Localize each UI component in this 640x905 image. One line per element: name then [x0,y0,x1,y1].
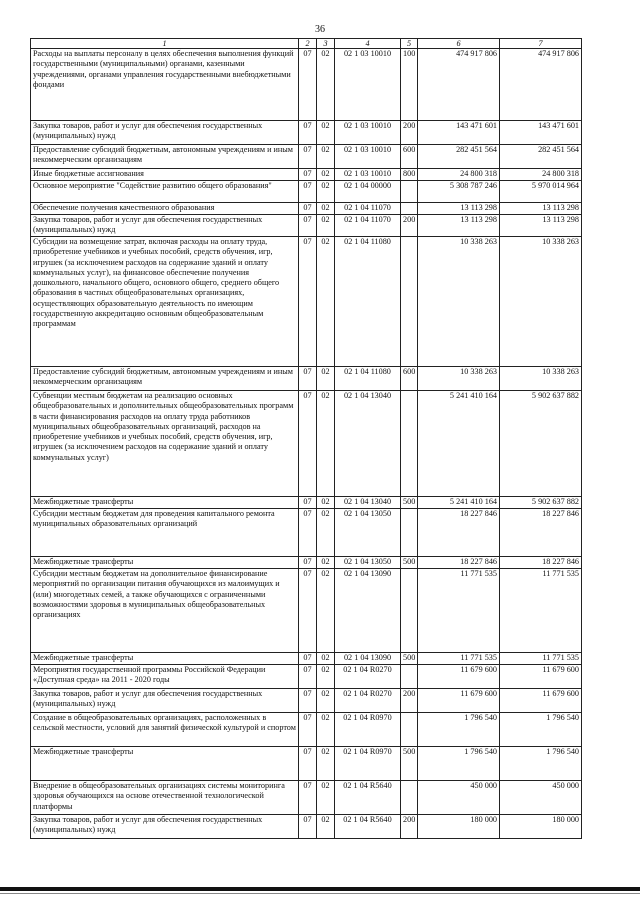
section-code: 07 [299,665,317,689]
expense-type-code: 500 [401,747,418,781]
table-row [31,391,582,497]
table-row [31,713,582,747]
row-name: Создание в общеобразовательных организациях, расположенных в сельской местности, условий для занятий физической культурой и спортом [31,713,299,747]
section-code: 07 [299,509,317,557]
amount-year-1: 24 800 318 [418,169,500,181]
amount-year-1: 5 308 787 246 [418,181,500,203]
amount-year-2: 13 113 298 [500,215,582,237]
expense-type-code: 500 [401,653,418,665]
subsection-code: 02 [317,497,335,509]
row-name: Иные бюджетные ассигнования [31,169,299,181]
section-code: 07 [299,497,317,509]
subsection-code: 02 [317,215,335,237]
expense-type-code [401,237,418,367]
amount-year-1: 180 000 [418,815,500,839]
amount-year-1: 18 227 846 [418,557,500,569]
row-name: Расходы на выплаты персоналу в целях обеспечения выполнения функций государственными (муниципальными) органами, казенными учреждениями, органами управления государственными внебюджетными фондами [31,49,299,121]
target-article-code: 02 1 04 13090 [335,653,401,665]
amount-year-2: 10 338 263 [500,367,582,391]
subsection-code: 02 [317,181,335,203]
amount-year-2: 24 800 318 [500,169,582,181]
row-name: Субвенции местным бюджетам на реализацию основных общеобразовательных и дополнительных общеобразовательных программ в части финансирования расходов на оплату труда работников муниципальных общеобразовательных организаций, расходов на приобретение учебников и учебных пособий, средств обучения, игр, игрушек (за исключением расходов на содержание зданий и оплату коммунальных услуг) [31,391,299,497]
section-code: 07 [299,181,317,203]
target-article-code: 02 1 04 13050 [335,509,401,557]
row-name: Внедрение в общеобразовательных организациях системы мониторинга здоровья обучающихся на основе отечественной технологической платформы [31,781,299,815]
amount-year-1: 13 113 298 [418,203,500,215]
row-name: Обеспечение получения качественного образования [31,203,299,215]
subsection-code: 02 [317,237,335,367]
amount-year-2: 1 796 540 [500,713,582,747]
section-code: 07 [299,391,317,497]
table-row [31,145,582,169]
expense-type-code [401,181,418,203]
expense-type-code: 500 [401,557,418,569]
expense-type-code [401,569,418,653]
header-cell: 1 [31,39,299,49]
amount-year-2: 180 000 [500,815,582,839]
amount-year-2: 5 970 014 964 [500,181,582,203]
target-article-code: 02 1 04 13090 [335,569,401,653]
subsection-code: 02 [317,689,335,713]
target-article-code: 02 1 04 00000 [335,181,401,203]
target-article-code: 02 1 03 10010 [335,49,401,121]
section-code: 07 [299,653,317,665]
amount-year-2: 450 000 [500,781,582,815]
target-article-code: 02 1 04 13040 [335,391,401,497]
table-row [31,665,582,689]
target-article-code: 02 1 03 10010 [335,169,401,181]
amount-year-2: 1 796 540 [500,747,582,781]
target-article-code: 02 1 04 R0970 [335,747,401,781]
expense-type-code [401,781,418,815]
section-code: 07 [299,747,317,781]
row-name: Субсидии на возмещение затрат, включая расходы на оплату труда, приобретение учебников и учебных пособий, средств обучения, игр, игрушек (за исключением расходов на содержание зданий и оплату коммунальных услуг), на финансовое обеспечение получения дошкольного, начального общего, основного общего, среднего общего образования в частных общеобразовательных организациях, осуществляющих образовательную деятельность по имеющим государственную аккредитацию основным общеобразовательным программам [31,237,299,367]
expense-type-code: 600 [401,367,418,391]
amount-year-1: 1 796 540 [418,713,500,747]
amount-year-2: 5 902 637 882 [500,391,582,497]
table-row [31,815,582,839]
subsection-code: 02 [317,203,335,215]
amount-year-1: 11 771 535 [418,569,500,653]
amount-year-2: 282 451 564 [500,145,582,169]
amount-year-1: 450 000 [418,781,500,815]
table-row [31,169,582,181]
table-row [31,509,582,557]
row-name: Предоставление субсидий бюджетным, автономным учреждениям и иным некоммерческим организациям [31,145,299,169]
subsection-code: 02 [317,367,335,391]
amount-year-1: 10 338 263 [418,367,500,391]
expense-type-code: 200 [401,121,418,145]
target-article-code: 02 1 04 R5640 [335,815,401,839]
row-name: Закупка товаров, работ и услуг для обеспечения государственных (муниципальных) нужд [31,121,299,145]
row-name: Межбюджетные трансферты [31,747,299,781]
row-name: Мероприятия государственной программы Российской Федерации «Доступная среда» на 2011 - 2020 годы [31,665,299,689]
expense-type-code [401,665,418,689]
target-article-code: 02 1 04 11070 [335,203,401,215]
amount-year-1: 10 338 263 [418,237,500,367]
expense-type-code: 600 [401,145,418,169]
subsection-code: 02 [317,781,335,815]
subsection-code: 02 [317,557,335,569]
section-code: 07 [299,237,317,367]
subsection-code: 02 [317,815,335,839]
section-code: 07 [299,215,317,237]
amount-year-2: 5 902 637 882 [500,497,582,509]
subsection-code: 02 [317,121,335,145]
expense-type-code: 800 [401,169,418,181]
section-code: 07 [299,169,317,181]
subsection-code: 02 [317,747,335,781]
expense-type-code: 200 [401,815,418,839]
target-article-code: 02 1 04 R0270 [335,665,401,689]
row-name: Закупка товаров, работ и услуг для обеспечения государственных (муниципальных) нужд [31,215,299,237]
row-name: Субсидии местным бюджетам на дополнительное финансирование мероприятий по организации питания обучающихся из малоимущих и (или) многодетных семей, а также обучающихся с ограниченными возможностями здоровья в муниципальных общеобразовательных организациях [31,569,299,653]
row-name: Межбюджетные трансферты [31,653,299,665]
row-name: Закупка товаров, работ и услуг для обеспечения государственных (муниципальных) нужд [31,689,299,713]
row-name: Межбюджетные трансферты [31,557,299,569]
section-code: 07 [299,713,317,747]
subsection-code: 02 [317,569,335,653]
subsection-code: 02 [317,169,335,181]
table-row [31,49,582,121]
header-cell: 2 [299,39,317,49]
amount-year-2: 10 338 263 [500,237,582,367]
amount-year-1: 11 771 535 [418,653,500,665]
table-row [31,497,582,509]
section-code: 07 [299,203,317,215]
table-row [31,557,582,569]
section-code: 07 [299,689,317,713]
budget-table [30,38,582,839]
section-code: 07 [299,367,317,391]
amount-year-2: 474 917 806 [500,49,582,121]
target-article-code: 02 1 04 R0270 [335,689,401,713]
amount-year-2: 11 771 535 [500,653,582,665]
subsection-code: 02 [317,653,335,665]
page-number: 36 [315,24,325,35]
table-row [31,181,582,203]
section-code: 07 [299,569,317,653]
amount-year-1: 11 679 600 [418,689,500,713]
expense-type-code: 500 [401,497,418,509]
amount-year-1: 143 471 601 [418,121,500,145]
table-row [31,689,582,713]
subsection-code: 02 [317,713,335,747]
amount-year-1: 18 227 846 [418,509,500,557]
expense-type-code [401,713,418,747]
table-row [31,653,582,665]
expense-type-code [401,203,418,215]
target-article-code: 02 1 04 13040 [335,497,401,509]
expense-type-code [401,391,418,497]
table-row [31,569,582,653]
row-name: Закупка товаров, работ и услуг для обеспечения государственных (муниципальных) нужд [31,815,299,839]
section-code: 07 [299,815,317,839]
target-article-code: 02 1 04 R0970 [335,713,401,747]
amount-year-2: 18 227 846 [500,509,582,557]
expense-type-code: 200 [401,689,418,713]
table-row [31,121,582,145]
amount-year-1: 5 241 410 164 [418,391,500,497]
subsection-code: 02 [317,509,335,557]
amount-year-1: 474 917 806 [418,49,500,121]
scan-edge [0,893,640,894]
target-article-code: 02 1 04 11070 [335,215,401,237]
row-name: Основное мероприятие "Содействие развитию общего образования" [31,181,299,203]
amount-year-2: 11 679 600 [500,665,582,689]
section-code: 07 [299,781,317,815]
amount-year-1: 282 451 564 [418,145,500,169]
amount-year-2: 18 227 846 [500,557,582,569]
table-row [31,367,582,391]
row-name: Межбюджетные трансферты [31,497,299,509]
expense-type-code: 200 [401,215,418,237]
subsection-code: 02 [317,665,335,689]
amount-year-2: 11 679 600 [500,689,582,713]
header-cell: 4 [335,39,401,49]
row-name: Субсидии местным бюджетам для проведения капитального ремонта муниципальных образовательных организаций [31,509,299,557]
table-row [31,215,582,237]
section-code: 07 [299,49,317,121]
header-cell: 5 [401,39,418,49]
subsection-code: 02 [317,145,335,169]
target-article-code: 02 1 04 R5640 [335,781,401,815]
subsection-code: 02 [317,391,335,497]
row-name: Предоставление субсидий бюджетным, автономным учреждениям и иным некоммерческим организациям [31,367,299,391]
target-article-code: 02 1 04 11080 [335,237,401,367]
table-row [31,237,582,367]
header-cell: 6 [418,39,500,49]
table-row [31,781,582,815]
amount-year-2: 143 471 601 [500,121,582,145]
target-article-code: 02 1 03 10010 [335,121,401,145]
table-row [31,747,582,781]
amount-year-1: 1 796 540 [418,747,500,781]
header-cell: 3 [317,39,335,49]
amount-year-2: 13 113 298 [500,203,582,215]
header-row [31,39,582,49]
target-article-code: 02 1 03 10010 [335,145,401,169]
section-code: 07 [299,557,317,569]
expense-type-code: 100 [401,49,418,121]
target-article-code: 02 1 04 13050 [335,557,401,569]
amount-year-1: 11 679 600 [418,665,500,689]
section-code: 07 [299,145,317,169]
section-code: 07 [299,121,317,145]
subsection-code: 02 [317,49,335,121]
amount-year-2: 11 771 535 [500,569,582,653]
expense-type-code [401,509,418,557]
header-cell: 7 [500,39,582,49]
amount-year-1: 13 113 298 [418,215,500,237]
target-article-code: 02 1 04 11080 [335,367,401,391]
scan-edge [0,887,640,891]
amount-year-1: 5 241 410 164 [418,497,500,509]
table-row [31,203,582,215]
